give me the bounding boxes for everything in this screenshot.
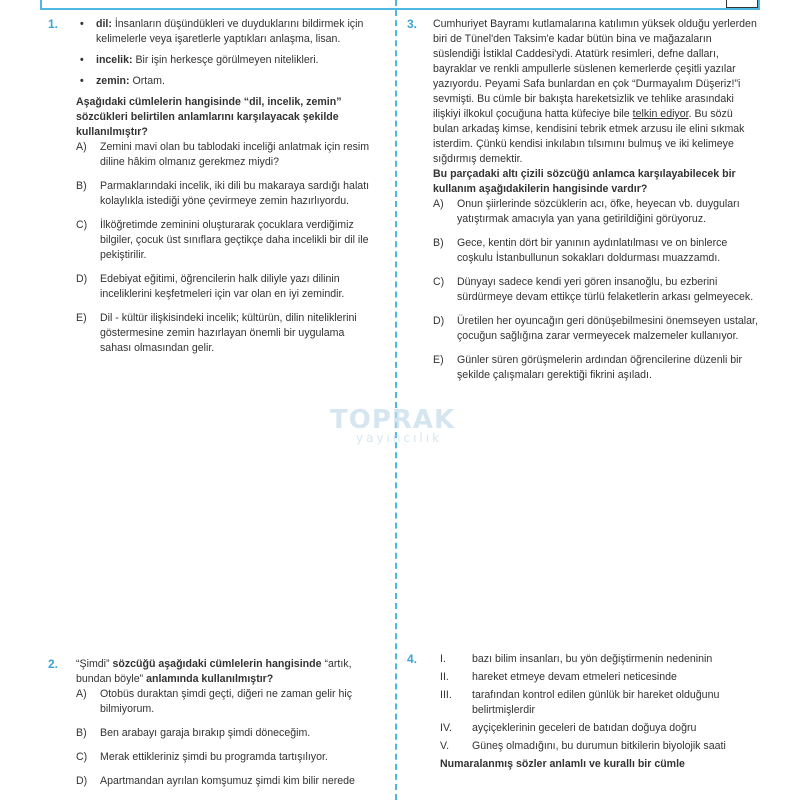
- underlined-word: telkin ediyor: [632, 108, 689, 120]
- q1-option-b[interactable]: B) Parmaklarındaki incelik, iki dili bu makaraya sardığı halatı kolaylıkla istediği yöne çevirmeye zemin hazırlıyordu.: [76, 180, 370, 207]
- q4-item: I. bazı bilim insanları, bu yön değiştirmenin nedeninin: [440, 653, 713, 665]
- term: incelik:: [96, 54, 133, 66]
- q1-option-a[interactable]: A) Zemini mavi olan bu tablodaki inceliği anlatmak için resim diline hâkim olmanız gerekmez miydi?: [76, 141, 370, 168]
- q3-option-e[interactable]: E) Günler süren görüşmelerin ardından öğrencilerine düzenli bir şekilde çalışmaları gerektiği fikrini aşıladı.: [433, 354, 743, 381]
- watermark-sub: yayıncılık: [356, 431, 443, 445]
- q4-item: III. tarafından kontrol edilen günlük bir hareket olduğunu belirtmişlerdir: [440, 689, 720, 716]
- q3-block: [433, 17, 761, 392]
- q4-number: 4.: [407, 652, 418, 666]
- q3-option-c[interactable]: C) Dünyayı sadece kendi yeri gören insanoğlu, bu ezberini sürdürmeye devam ettikçe türlü felaketlerin arkası gelmeyecek.: [433, 276, 754, 303]
- q4-stem: Numaralanmış sözler anlamlı ve kurallı bir cümle: [440, 758, 685, 770]
- definition: Ortam.: [132, 75, 165, 87]
- q2-option-d[interactable]: D) Apartmandan ayrılan komşumuz şimdi kim bilir nerede: [76, 775, 355, 787]
- q2-option-c[interactable]: C) Merak ettikleriniz şimdi bu programda tartışılıyor.: [76, 751, 328, 763]
- q3-option-d[interactable]: D) Üretilen her oyuncağın geri dönüşebilmesini önemseyen ustalar, çocuğun sağlığına zarar vermeyecek malzemeler kullanıyor.: [433, 315, 758, 342]
- q2-option-a[interactable]: A) Otobüs duraktan şimdi geçti, diğeri ne zaman gelir hiç bilmiyorum.: [76, 688, 353, 715]
- q3-stem: Bu parçadaki altı çizili sözcüğü anlamca karşılayabilecek bir kullanım aşağıdakilerin hangisinde vardır?: [433, 168, 736, 195]
- q1-stem: Aşağıdaki cümlelerin hangisinde “dil, incelik, zemin” sözcükleri belirtilen anlamlarını karşılayacak şekilde kullanılmıştır?: [76, 96, 342, 138]
- q1-option-c[interactable]: C) İlköğretimde zeminini oluşturarak çocuklara verdiğimiz bilgiler, çocuk üst sınıflara geçtikçe daha incelikli bir dil ile pekiştirilir.: [76, 219, 369, 261]
- column-divider: [395, 0, 397, 800]
- q2-stem: “Şimdi” sözcüğü aşağıdaki cümlelerin hangisinde “artık, bundan böyle” anlamında kullanılmıştır?: [76, 658, 352, 685]
- q1-bullet: • incelik: Bir işin herkesçe görülmeyen nitelikleri.: [80, 54, 319, 66]
- watermark: [330, 405, 455, 445]
- q1-bullet: • zemin: Ortam.: [80, 75, 165, 87]
- q4-item: V. Güneş olmadığını, bu durumun bitkilerin biyolojik saati: [440, 740, 726, 752]
- header-frame: [40, 0, 760, 10]
- q3-option-a[interactable]: A) Onun şiirlerinde sözcüklerin acı, öfke, heyecan vb. duyguları yatıştırmak amacıyla yan yana getirildiğini görüyoruz.: [433, 198, 740, 225]
- q2-option-b[interactable]: B) Ben arabayı garaja bırakıp şimdi döneceğim.: [76, 727, 311, 739]
- q2-block: [76, 657, 378, 798]
- q1-bullet: • dil: İnsanların düşündükleri ve duyduklarını bildirmek için kelimelerle veya işaretlerle yaptıkları anlaşma, lisan.: [80, 18, 364, 45]
- definition: İnsanların düşündükleri ve duyduklarını bildirmek için kelimelerle veya işaretlerle yaptıkları anlaşma, lisan.: [96, 18, 364, 45]
- q4-item: IV. ayçiçeklerinin geceleri de batıdan doğuya doğru: [440, 722, 697, 734]
- q4-block: [440, 652, 762, 772]
- q3-number: 3.: [407, 17, 418, 31]
- q2-number: 2.: [48, 657, 59, 671]
- q1-number: 1.: [48, 17, 59, 31]
- q4-item: II. hareket etmeye devam etmeleri neticesinde: [440, 671, 677, 683]
- corner-badge: [726, 0, 758, 8]
- term: zemin:: [96, 75, 130, 87]
- q3-option-b[interactable]: B) Gece, kentin dört bir yanının aydınlatılması ve on binlerce coşkulu İstanbullunun sokakları doldurması muazzamdı.: [433, 237, 728, 264]
- term: dil:: [96, 18, 112, 30]
- definition: Bir işin herkesçe görülmeyen nitelikleri.: [135, 54, 319, 66]
- q3-passage: Cumhuriyet Bayramı kutlamalarına katılımın yüksek olduğu yerlerden biri de Tünel'den Taksim'e kadar bütün bina ve mağazaların süslendiği İstiklal Caddesi'ydi. Atatürk resimleri, defne dalları, bayraklar ve renkli ampullerle süslenen kemerlerde çeşitli yazılar yazıyordu. Peyami Safa bunlardan en çok “Durmayalım Düşeriz!”i sevmişti. Bu cümle bir bakışta hareketsizlik ve tehlike arasındaki ilişkiyi ilkokul çocuğuna hatta küfeciye bile telkin ediyor. Bu sözü bulan arkadaş kimse, kendisini tebrik etmek arzusu ile elini sıkmak isterdim. Çünkü kendisi inkılabın tılsımını bulmuş ve iki kelimeye sığdırmış demektir.: [433, 18, 757, 165]
- q1-bullets: [76, 17, 378, 89]
- q1-option-d[interactable]: D) Edebiyat eğitimi, öğrencilerin halk diliyle yazı dilinin inceliklerini keşfetmeleri için var olan en iyi zemindir.: [76, 273, 345, 300]
- q1-option-e[interactable]: E) Dil - kültür ilişkisindeki incelik; kültürün, dilin niteliklerini göstermesine zemin hazırlayan önemli bir uygulama sahası olmasından gelir.: [76, 312, 357, 354]
- q1-block: [76, 17, 378, 365]
- watermark-main: TOPRAK: [330, 405, 456, 435]
